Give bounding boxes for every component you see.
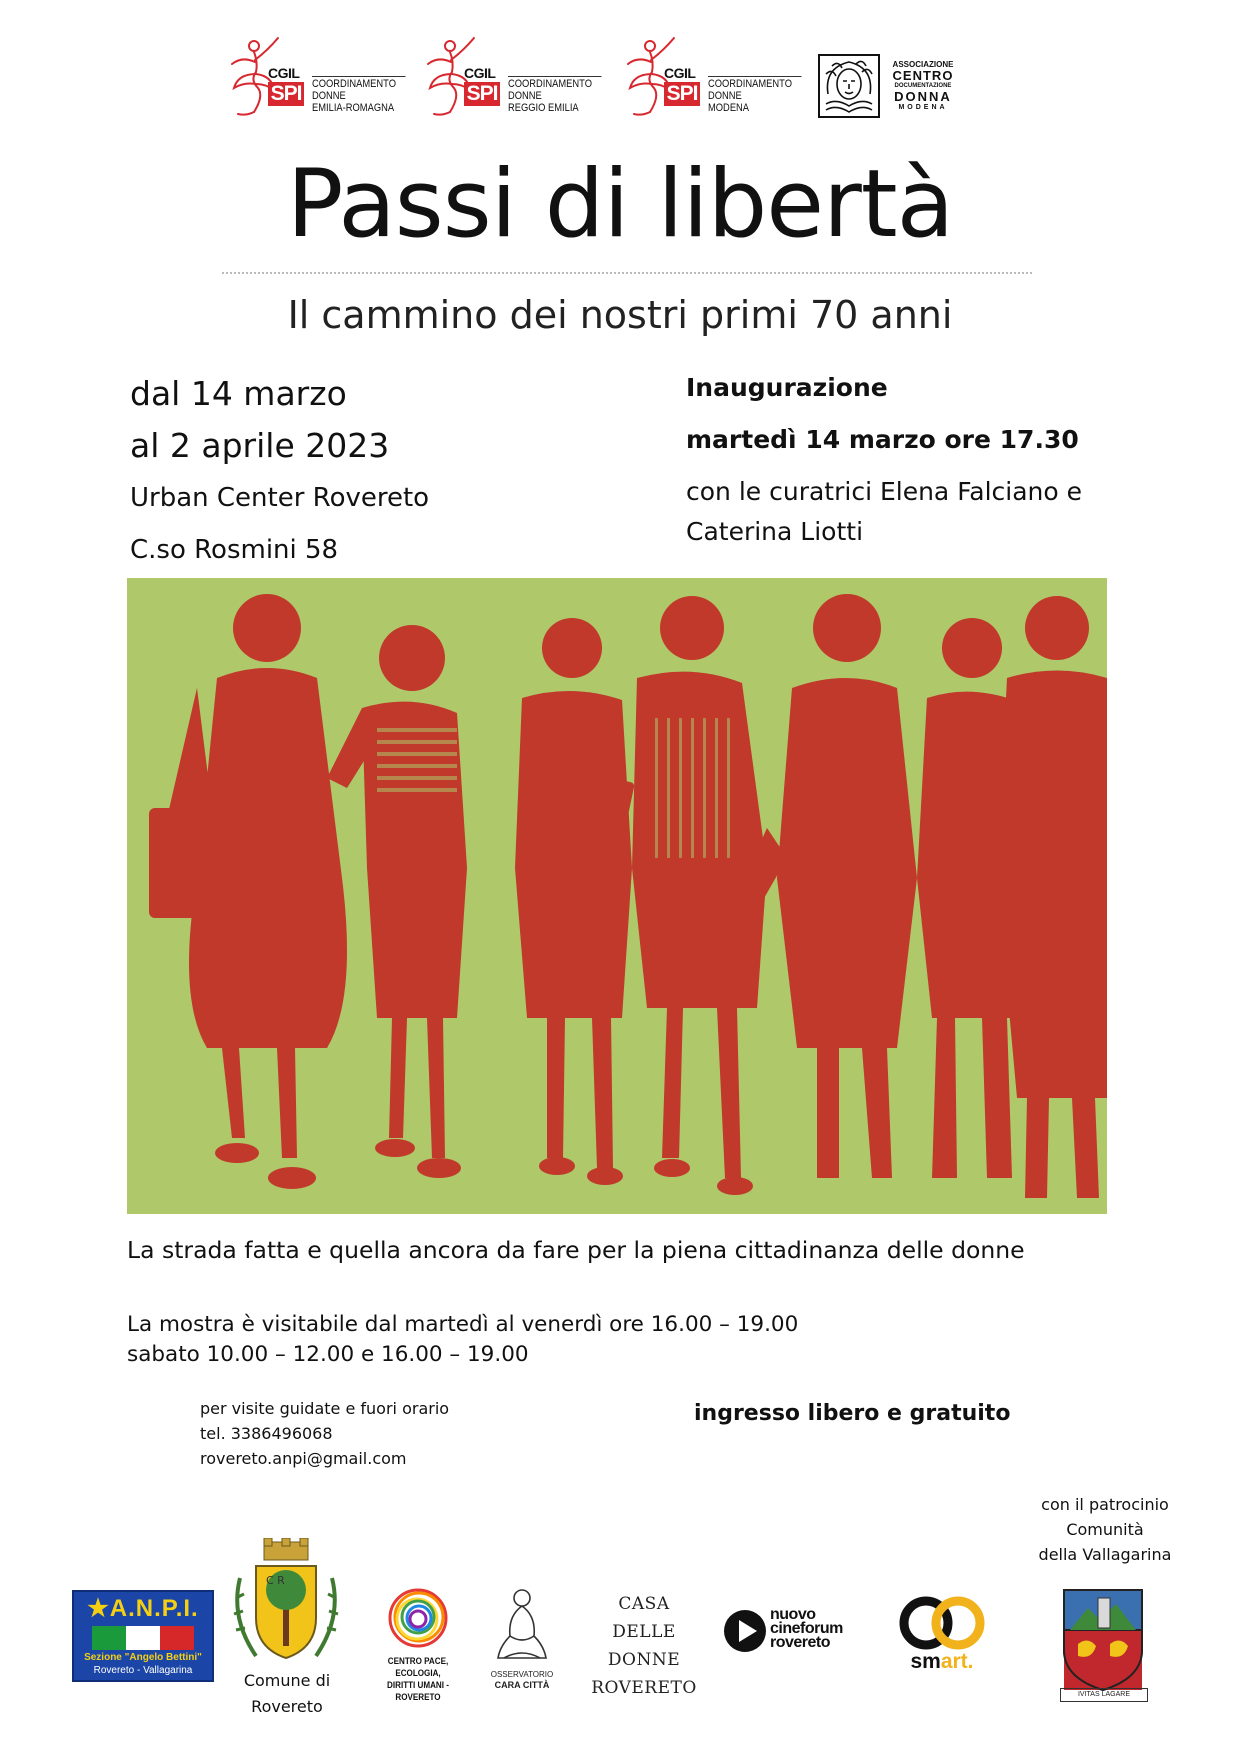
exhibition-info xyxy=(130,368,429,576)
vallagarina-crest-icon xyxy=(1060,1586,1146,1702)
hours-weekdays: La mostra è visitabile dal martedì al venerdì ore 16.00 – 19.00 xyxy=(127,1312,799,1337)
spi-wordmark: SPI xyxy=(664,82,700,106)
play-circle-icon xyxy=(722,1608,768,1654)
venue-address: C.so Rosmini 58 xyxy=(130,535,339,565)
seated-figure-icon xyxy=(488,1586,556,1666)
smart-word: sm xyxy=(910,1650,941,1673)
cdd-line: DOCUMENTAZIONE xyxy=(894,83,952,89)
centro-pace-line-2: DIRITTI UMANI - ROVERETO xyxy=(387,1680,449,1703)
cgil-wordmark: CGIL xyxy=(464,65,496,81)
patronage-label: con il patrocinio xyxy=(1041,1495,1169,1514)
org-line: DONNE xyxy=(312,90,346,102)
logo-cgil-reggio-emilia xyxy=(424,30,592,120)
patronage-entity-2: della Vallagarina xyxy=(1038,1545,1172,1564)
casa-line-2: DONNE xyxy=(607,1650,681,1670)
curators-line-2: Caterina Liotti xyxy=(686,517,864,546)
logo-smart xyxy=(896,1594,988,1674)
comune-label xyxy=(220,1668,354,1720)
date-from: dal 14 marzo xyxy=(130,374,347,413)
org-line: EMILIA-ROMAGNA xyxy=(312,102,395,114)
star-icon: ★ xyxy=(87,1595,110,1622)
anpi-section: Sezione "Angelo Bettini" xyxy=(84,1652,202,1663)
org-line: DONNE xyxy=(708,90,742,102)
cineforum-line-3: rovereto xyxy=(770,1634,831,1651)
patronage-entity-1: Comunità xyxy=(1066,1520,1144,1539)
comune-line-2: Rovereto xyxy=(251,1697,323,1716)
cgil-wordmark: CGIL xyxy=(664,65,696,81)
page-title: Passi di libertà xyxy=(286,150,954,259)
contact-phone: tel. 3386496068 xyxy=(200,1424,333,1443)
cdd-line: MODENA xyxy=(898,104,948,111)
smart-rings-icon xyxy=(896,1594,988,1652)
free-entry-note: ingresso libero e gratuito xyxy=(694,1401,1011,1426)
title-divider xyxy=(222,272,1032,274)
page-subtitle: Il cammino dei nostri primi 70 anni xyxy=(287,293,953,337)
logo-anpi xyxy=(72,1590,214,1682)
logo-casa-delle-donne xyxy=(586,1590,702,1702)
crest-letters: C R xyxy=(266,1574,285,1587)
woman-face-icon xyxy=(818,54,880,118)
cineforum-line-1: nuovo xyxy=(770,1606,816,1623)
date-to: al 2 aprile 2023 xyxy=(130,426,390,465)
logo-cgil-modena xyxy=(624,30,792,120)
spi-wordmark: SPI xyxy=(464,82,500,106)
anpi-place: Rovereto - Vallagarina xyxy=(93,1665,193,1676)
motto-left: IVITAS xyxy=(1077,1691,1100,1698)
spi-wordmark: SPI xyxy=(268,82,304,106)
cdd-line: ASSOCIAZIONE xyxy=(892,60,954,69)
anpi-name: A.N.P.I. xyxy=(109,1595,199,1622)
logo-nuovo-cineforum xyxy=(722,1604,882,1658)
org-line: DONNE xyxy=(508,90,542,102)
logo-osservatorio-cara-citta xyxy=(488,1586,556,1691)
cdd-line: CENTRO xyxy=(892,68,954,83)
inauguration-time: martedì 14 marzo ore 17.30 xyxy=(686,425,1079,454)
logo-centro-documentazione-donna xyxy=(818,52,958,122)
smart-accent: art. xyxy=(940,1650,974,1673)
org-line: REGGIO EMILIA xyxy=(508,102,579,114)
osservatorio-line-2: CARA CITTÀ xyxy=(494,1680,550,1690)
logo-cgil-emilia-romagna xyxy=(228,30,396,120)
cgil-wordmark: CGIL xyxy=(268,65,300,81)
logo-centro-pace xyxy=(358,1586,478,1704)
casa-line-1: CASA DELLE xyxy=(612,1594,676,1642)
tagline: La strada fatta e quella ancora da fare per la piena cittadinanza delle donne xyxy=(127,1236,1025,1264)
curators-line-1: con le curatrici Elena Falciano e xyxy=(686,477,1083,506)
motto-right: LAGARE xyxy=(1101,1691,1130,1698)
org-line: MODENA xyxy=(708,102,750,114)
centro-pace-line-1: CENTRO PACE, ECOLOGIA, xyxy=(387,1656,449,1679)
city-crest-icon xyxy=(226,1538,346,1668)
cineforum-line-2: cineforum xyxy=(770,1620,843,1637)
comune-line-1: Comune di xyxy=(243,1671,331,1690)
venue-name: Urban Center Rovereto xyxy=(130,483,430,513)
osservatorio-line-1: OSSERVATORIO xyxy=(490,1670,554,1679)
casa-line-3: ROVERETO xyxy=(591,1678,697,1698)
logo-comunita-vallagarina xyxy=(1060,1586,1146,1702)
inauguration-label: Inaugurazione xyxy=(686,373,888,402)
cdd-line: DONNA xyxy=(894,89,952,104)
contact-note: per visite guidate e fuori orario xyxy=(200,1399,450,1418)
contact-block xyxy=(200,1396,449,1471)
photo-illustration xyxy=(127,578,1107,1214)
rainbow-rings-icon xyxy=(386,1586,450,1650)
org-line: COORDINAMENTO xyxy=(312,78,396,90)
contact-email: rovereto.anpi@gmail.com xyxy=(200,1449,407,1468)
hours-saturday: sabato 10.00 – 12.00 e 16.00 – 19.00 xyxy=(127,1342,529,1367)
hero-photo-walking-women xyxy=(127,578,1107,1214)
opening-hours xyxy=(127,1310,798,1370)
italian-flag-icon xyxy=(92,1626,194,1650)
org-line: COORDINAMENTO xyxy=(508,78,592,90)
org-line: COORDINAMENTO xyxy=(708,78,792,90)
inauguration-info xyxy=(686,368,1146,552)
patronage-block xyxy=(1010,1492,1200,1567)
